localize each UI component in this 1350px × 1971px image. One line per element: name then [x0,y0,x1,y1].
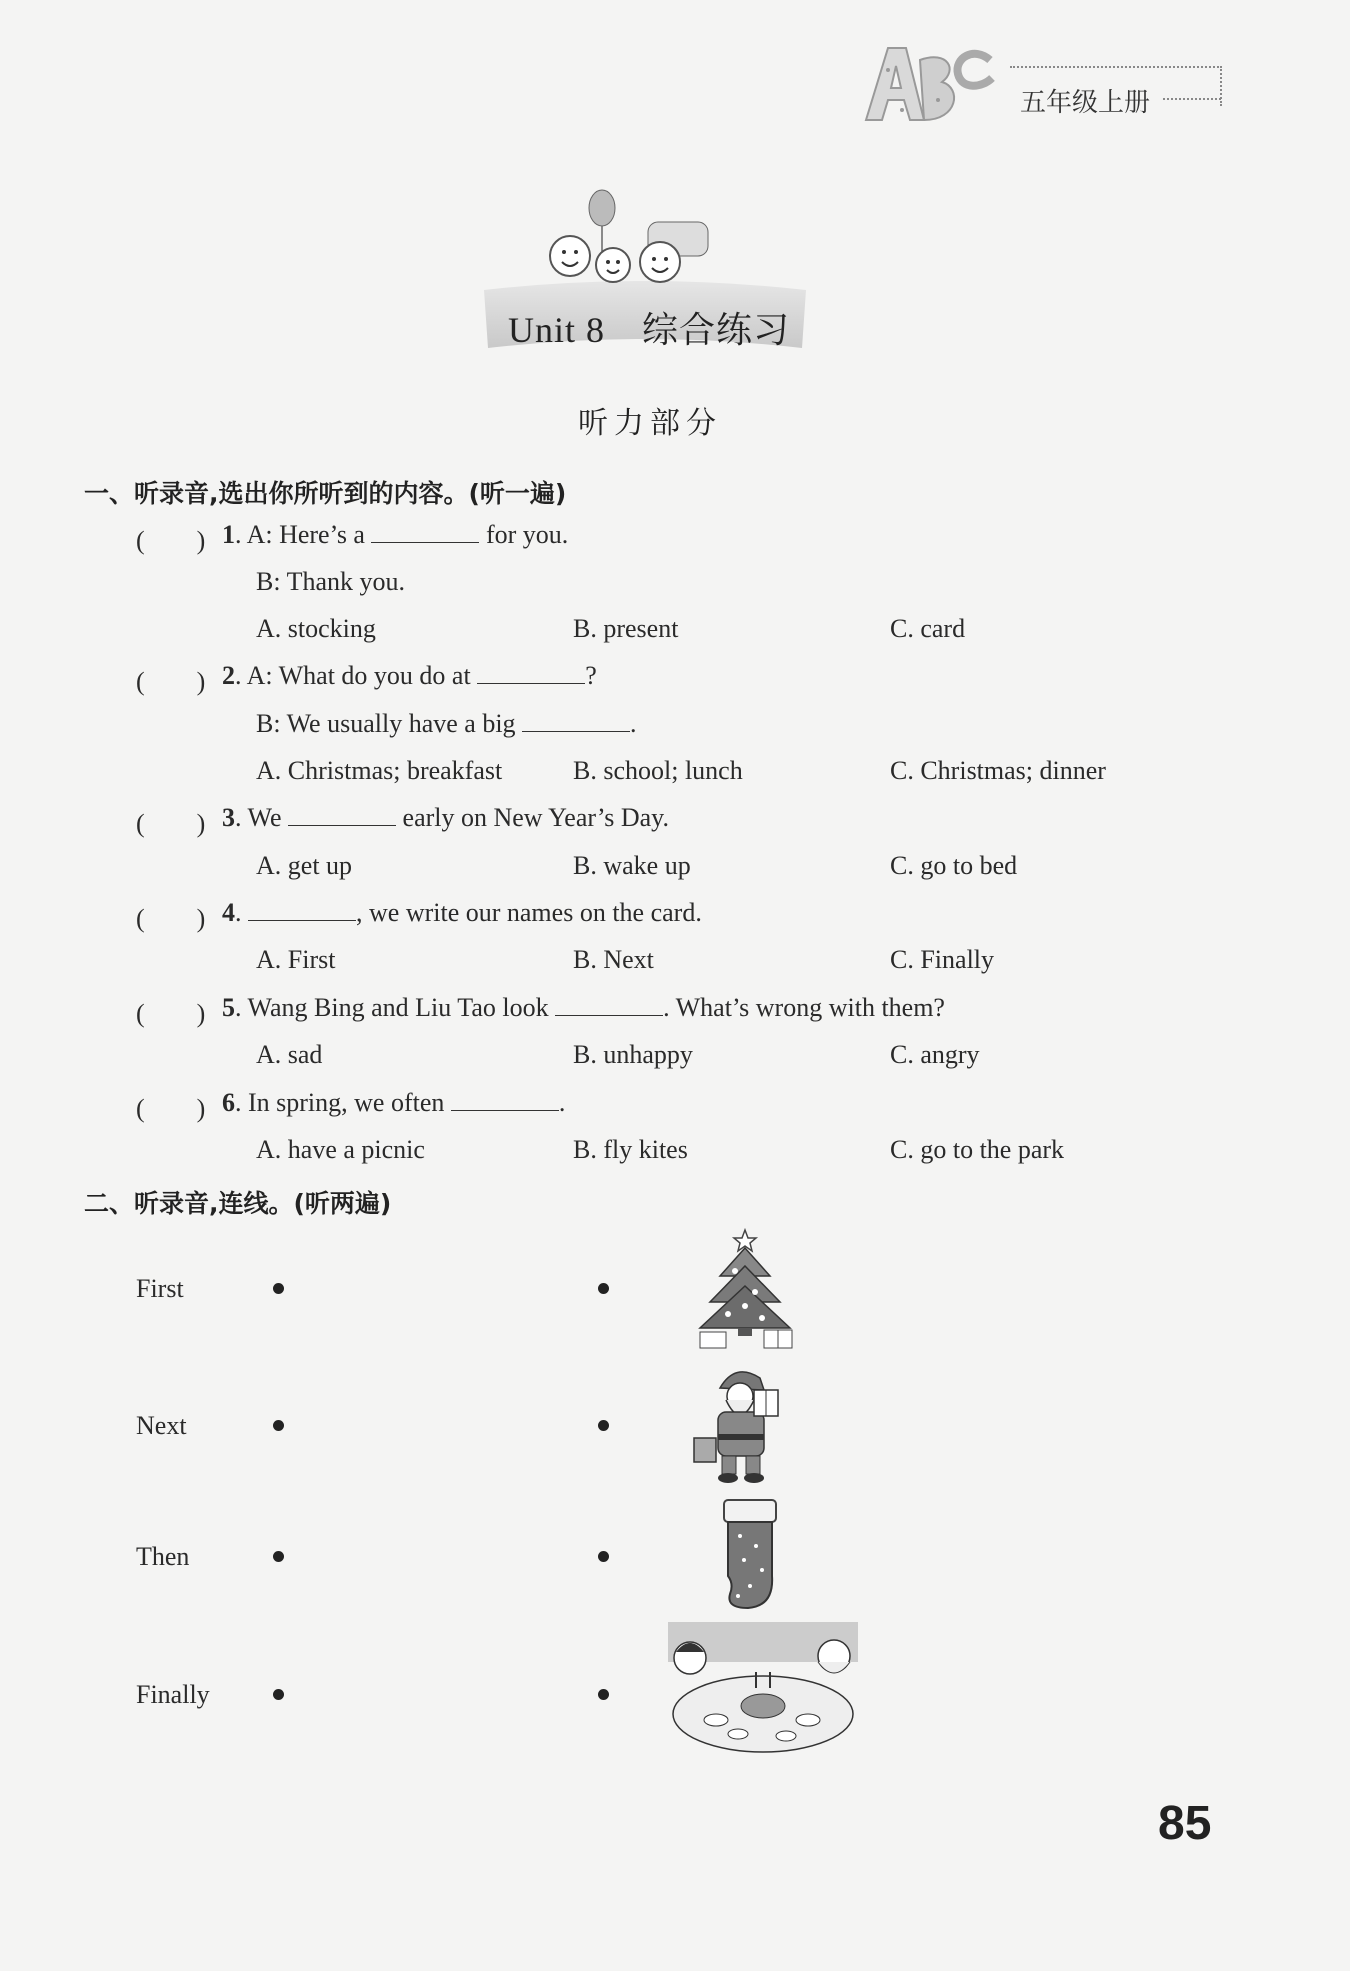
match-dot-left-2[interactable] [273,1420,284,1431]
question-4: 4. , we write our names on the card. [222,898,702,927]
option-4a: A. First [256,945,336,974]
christmas-tree-icon [690,1226,800,1351]
stocking-icon [718,1496,790,1616]
blank[interactable] [522,709,630,732]
option-6c: C. go to the park [890,1135,1065,1164]
answer-paren-3[interactable]: ( ) [136,809,206,838]
match-dot-left-4[interactable] [273,1689,284,1700]
option-2a: A. Christmas; breakfast [256,756,503,785]
option-3a: A. get up [256,851,353,880]
part1-heading: 一、听录音,选出你所听到的内容。(听一遍) [84,479,567,508]
question-1-line2: B: Thank you. [256,567,406,596]
abc-logo-icon [858,40,998,126]
christmas-dinner-icon [668,1622,858,1754]
page-number: 85 [1158,1797,1212,1850]
blank[interactable] [371,520,479,543]
question-6: 6. In spring, we often . [222,1088,566,1117]
option-5a: A. sad [256,1040,323,1069]
match-dot-right-2[interactable] [598,1420,609,1431]
answer-paren-6[interactable]: ( ) [136,1094,206,1123]
unit-title: Unit 8 综合练习 [508,310,791,350]
question-5: 5. Wang Bing and Liu Tao look . What’s wrong with them? [222,993,945,1022]
match-dot-left-1[interactable] [273,1283,284,1294]
option-6b: B. fly kites [573,1135,688,1164]
match-dot-right-3[interactable] [598,1551,609,1562]
blank[interactable] [288,803,396,826]
blank[interactable] [451,1088,559,1111]
match-word-next: Next [136,1411,187,1440]
match-dot-right-4[interactable] [598,1689,609,1700]
option-2c: C. Christmas; dinner [890,756,1106,785]
blank[interactable] [477,661,585,684]
match-word-then: Then [136,1542,190,1571]
option-2b: B. school; lunch [573,756,743,785]
section-title: 听力部分 [578,406,722,441]
answer-paren-5[interactable]: ( ) [136,999,206,1028]
option-5b: B. unhappy [573,1040,693,1069]
match-dot-left-3[interactable] [273,1551,284,1562]
blank[interactable] [555,993,663,1016]
question-2: 2. A: What do you do at ? [222,661,597,690]
santa-claus-icon [690,1360,790,1485]
option-3c: C. go to bed [890,851,1018,880]
option-1b: B. present [573,614,679,643]
option-1a: A. stocking [256,614,376,643]
part2-heading: 二、听录音,连线。(听两遍) [84,1189,392,1218]
grade-underline [1163,98,1221,100]
answer-paren-2[interactable]: ( ) [136,667,206,696]
option-4c: C. Finally [890,945,995,974]
match-dot-right-1[interactable] [598,1283,609,1294]
option-5c: C. angry [890,1040,980,1069]
option-4b: B. Next [573,945,654,974]
blank[interactable] [248,898,356,921]
option-6a: A. have a picnic [256,1135,425,1164]
option-1c: C. card [890,614,966,643]
option-3b: B. wake up [573,851,691,880]
question-2-line2: B: We usually have a big . [256,709,637,738]
answer-paren-1[interactable]: ( ) [136,526,206,555]
answer-paren-4[interactable]: ( ) [136,904,206,933]
question-1: 1. A: Here’s a for you. [222,520,569,549]
match-word-finally: Finally [136,1680,210,1709]
grade-label: 五年级上册 [1020,88,1151,118]
question-3: 3. We early on New Year’s Day. [222,803,669,832]
match-word-first: First [136,1274,184,1303]
